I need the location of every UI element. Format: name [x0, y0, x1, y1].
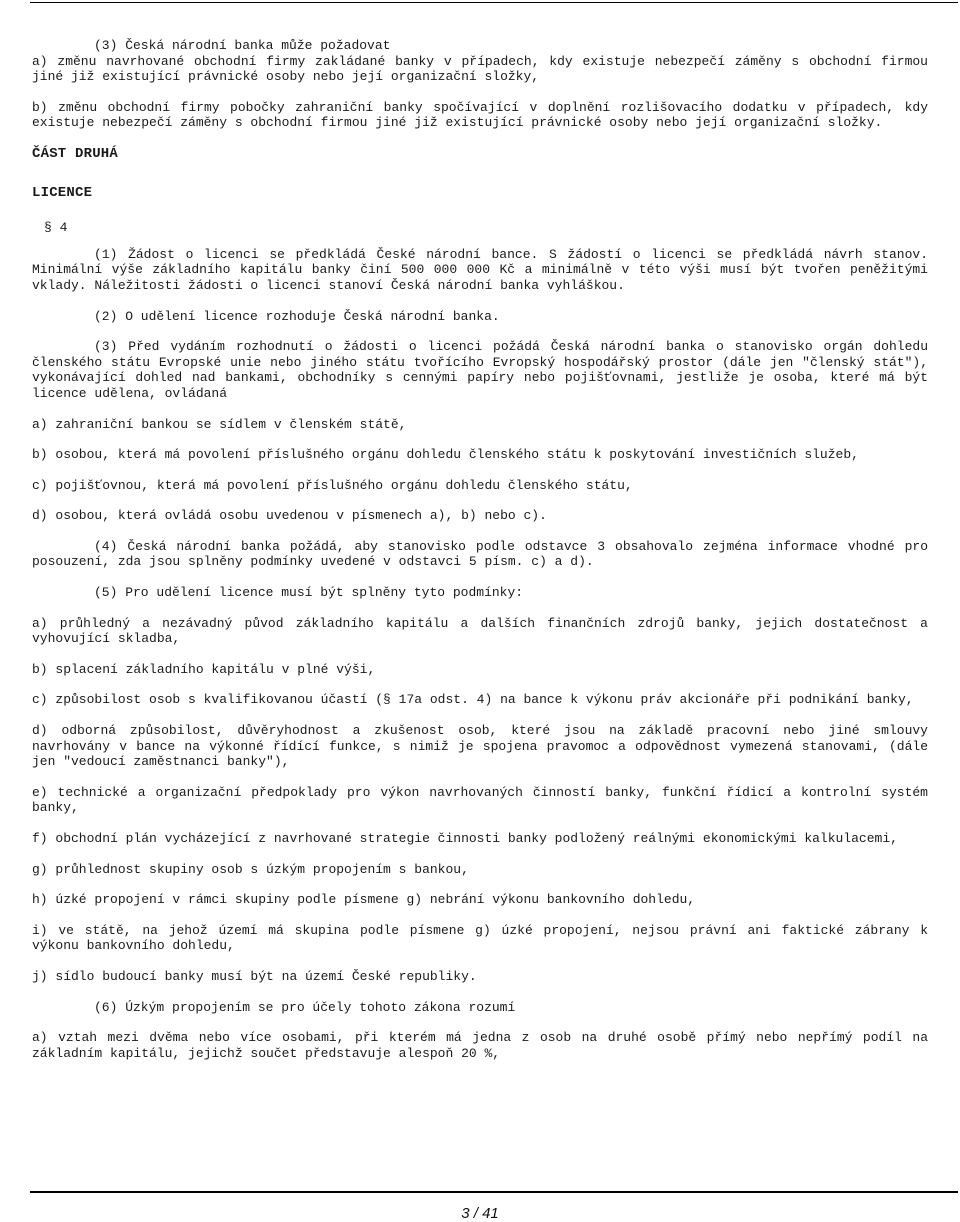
document-body: [32, 38, 928, 1061]
paragraph-1: (1) Žádost o licenci se předkládá České národní bance. S žádostí o licenci se předkládá návrh stanov. Minimální výše základního kapitálu banky činí 500 000 000 Kč a minimálně v této výši musí být tvořen peněžitými vklady. Náležitosti žádosti o licenci stanoví Česká národní banka vyhláškou.: [32, 246, 928, 293]
section-mark: § 4: [44, 220, 68, 236]
list-item-3a: a) zahraniční bankou se sídlem v členském státě,: [32, 416, 407, 432]
list-item-a: a) změnu navrhované obchodní firmy zakládané banky v případech, kdy existuje nebezpečí záměny s obchodní firmou jiné již existující právnické osoby nebo její organizační složky,: [32, 53, 928, 85]
list-item-5g: g) průhlednost skupiny osob s úzkým propojením s bankou,: [32, 861, 469, 877]
paragraph-2: (2) O udělení licence rozhoduje Česká národní banka.: [94, 308, 500, 324]
paragraph-5: (5) Pro udělení licence musí být splněny tyto podmínky:: [94, 585, 524, 601]
part-heading: ČÁST DRUHÁ: [32, 145, 119, 162]
list-item-5e: e) technické a organizační předpoklady pro výkon navrhovaných činností banky, funkční řídicí a kontrolní systém banky,: [32, 784, 928, 816]
paragraph-3-intro: (3) Česká národní banka může požadovat: [94, 38, 391, 53]
list-item-5a: a) průhledný a nezávadný původ základního kapitálu a dalších finančních zdrojů banky, jejich dostatečnost a vyhovující skladba,: [32, 615, 928, 647]
licence-heading: LICENCE: [32, 184, 93, 201]
footer-rule: [30, 1191, 958, 1193]
top-rule: [30, 2, 958, 3]
list-item-5h: h) úzké propojení v rámci skupiny podle písmene g) nebrání výkonu bankovního dohledu,: [32, 892, 696, 908]
list-item-b: b) změnu obchodní firmy pobočky zahraniční banky spočívající v doplnění rozlišovacího dodatku v případech, kdy existuje nebezpečí záměny s obchodní firmou jiné již existující právnické osoby nebo její organizační složky.: [32, 99, 928, 131]
list-item-3c: c) pojišťovnou, která má povolení příslušného orgánu dohledu členského státu,: [32, 477, 633, 493]
list-item-5c: c) způsobilost osob s kvalifikovanou účastí (§ 17a odst. 4) na bance k výkonu práv akcionáře při podnikání banky,: [32, 692, 914, 708]
list-item-3d: d) osobou, která ovládá osobu uvedenou v písmenech a), b) nebo c).: [32, 508, 547, 524]
paragraph-6: (6) Úzkým propojením se pro účely tohoto zákona rozumí: [94, 999, 516, 1015]
paragraph-3: (3) Před vydáním rozhodnutí o žádosti o licenci požádá Česká národní banka o stanovisko orgán dohledu členského státu Evropské unie nebo jiného státu tvořícího Evropský hospodářský prostor (dále jen "členský stát"), vykonávající dohled nad bankami, obchodníky s cennými papíry nebo pojišťovnami, jestliže je osoba, které má být licence udělena, ovládaná: [32, 339, 928, 401]
list-item-6a: a) vztah mezi dvěma nebo více osobami, při kterém má jedna z osob na druhé osobě přímý nebo nepřímý podíl na základním kapitálu, jejichž součet představuje alespoň 20 %,: [32, 1030, 928, 1061]
paragraph-4: (4) Česká národní banka požádá, aby stanovisko podle odstavce 3 obsahovalo zejména informace vhodné pro posouzení, zda jsou splněny podmínky uvedené v odstavci 5 písm. c) a d).: [32, 538, 928, 570]
list-item-5b: b) splacení základního kapitálu v plné výši,: [32, 661, 376, 677]
list-item-5i: i) ve státě, na jehož území má skupina podle písmene g) úzké propojení, nejsou právní ani faktické zábrany k výkonu bankovního dohledu,: [32, 922, 928, 954]
list-item-3b: b) osobou, která má povolení příslušného orgánu dohledu členského státu k poskytování investičních služeb,: [32, 447, 859, 463]
list-item-5j: j) sídlo budoucí banky musí být na území České republiky.: [32, 968, 477, 984]
list-item-5d: d) odborná způsobilost, důvěryhodnost a zkušenost osob, které jsou na základě pracovní nebo jiné smlouvy navrhovány v bance na výkonné řídící funkce, s nimiž je spojena pravomoc a odpovědnost vymezená stanovami, (dále jen "vedoucí zaměstnanci banky"),: [32, 723, 928, 770]
list-item-5f: f) obchodní plán vycházející z navrhované strategie činnosti banky podložený reálnými ekonomickými kalkulacemi,: [32, 831, 898, 846]
page-number: 3 / 41: [461, 1205, 499, 1222]
